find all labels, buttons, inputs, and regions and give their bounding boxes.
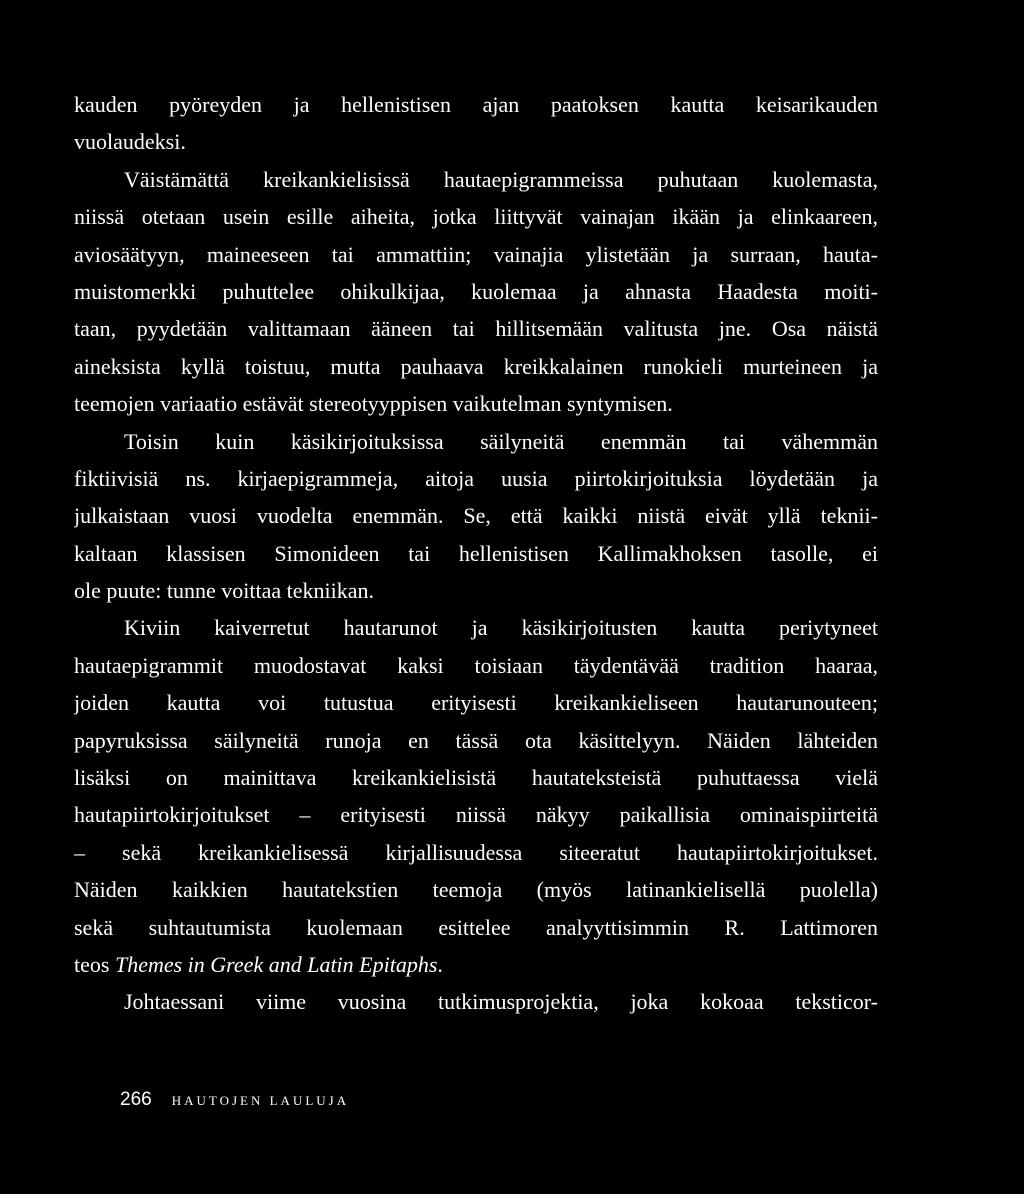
text-line: Väistämättä kreikankielisissä hautaepigrammeissa puhutaan kuolemasta,: [124, 166, 878, 192]
text-line: lisäksi on mainittava kreikankielisistä hautateksteistä puhuttaessa vielä: [74, 765, 878, 791]
page-number: 266: [120, 1089, 152, 1110]
book-title-end: .: [437, 951, 443, 977]
text-line: – sekä kreikankielisessä kirjallisuudessa siteeratut hautapiirtokirjoitukset.: [74, 839, 878, 865]
text-line: niissä otetaan usein esille aiheita, jotka liittyvät vainajan ikään ja elinkaareen,: [74, 204, 878, 230]
text-line: julkaistaan vuosi vuodelta enemmän. Se, että kaikki niistä eivät yllä teknii-: [74, 503, 878, 529]
text-line: aviosäätyyn, maineeseen tai ammattiin; vainajia ylistetään ja surraan, hauta-: [74, 241, 878, 267]
text-body: [74, 86, 878, 1021]
text-line: vuolaudeksi.: [74, 129, 186, 155]
text-line: taan, pyydetään valittamaan ääneen tai hillitsemään valitusta jne. Osa näistä: [74, 316, 878, 342]
text-line-start: teos: [74, 951, 115, 977]
text-line: papyruksissa säilyneitä runoja en tässä ota käsittelyyn. Näiden lähteiden: [74, 727, 878, 753]
text-line: kaltaan klassisen Simonideen tai hellenistisen Kallimakhoksen tasolle, ei: [74, 540, 878, 566]
text-line: sekä suhtautumista kuolemaan esittelee analyyttisimmin R. Lattimoren: [74, 914, 878, 940]
text-line: muistomerkki puhuttelee ohikulkijaa, kuolemaa ja ahnasta Haadesta moiti-: [74, 278, 878, 304]
text-line: ole puute: tunne voittaa tekniikan.: [74, 578, 374, 604]
text-line: hautapiirtokirjoitukset – erityisesti niissä näkyy paikallisia ominaispiirteitä: [74, 802, 878, 828]
book-title: Themes in Greek and Latin Epitaphs: [114, 951, 438, 977]
page-footer: [120, 1086, 349, 1114]
text-line: teemojen variaatio estävät stereotyyppisen vaikutelman syntymisen.: [74, 391, 673, 417]
text-line: Kiviin kaiverretut hautarunot ja käsikirjoitusten kautta periytyneet: [124, 615, 878, 641]
text-line: fiktiivisiä ns. kirjaepigrammeja, aitoja uusia piirtokirjoituksia löydetään ja: [74, 465, 878, 491]
text-line: hautaepigrammit muodostavat kaksi toisiaan täydentävää tradition haaraa,: [74, 652, 878, 678]
text-line-with-title: [74, 946, 878, 983]
text-line: Johtaessani viime vuosina tutkimusprojektia, joka kokoaa teksticor-: [124, 989, 878, 1015]
text-line: kauden pyöreyden ja hellenistisen ajan paatoksen kautta keisarikauden: [74, 92, 878, 117]
running-head: HAUTOJEN LAULUJA: [171, 1093, 350, 1108]
text-line: Näiden kaikkien hautatekstien teemoja (myös latinankielisellä puolella): [74, 877, 878, 903]
text-line: Toisin kuin käsikirjoituksissa säilyneitä enemmän tai vähemmän: [124, 428, 878, 454]
text-line: aineksista kyllä toistuu, mutta pauhaava kreikkalainen runokieli murteineen ja: [74, 353, 878, 379]
text-line: joiden kautta voi tutustua erityisesti kreikankieliseen hautarunouteen;: [74, 690, 878, 716]
